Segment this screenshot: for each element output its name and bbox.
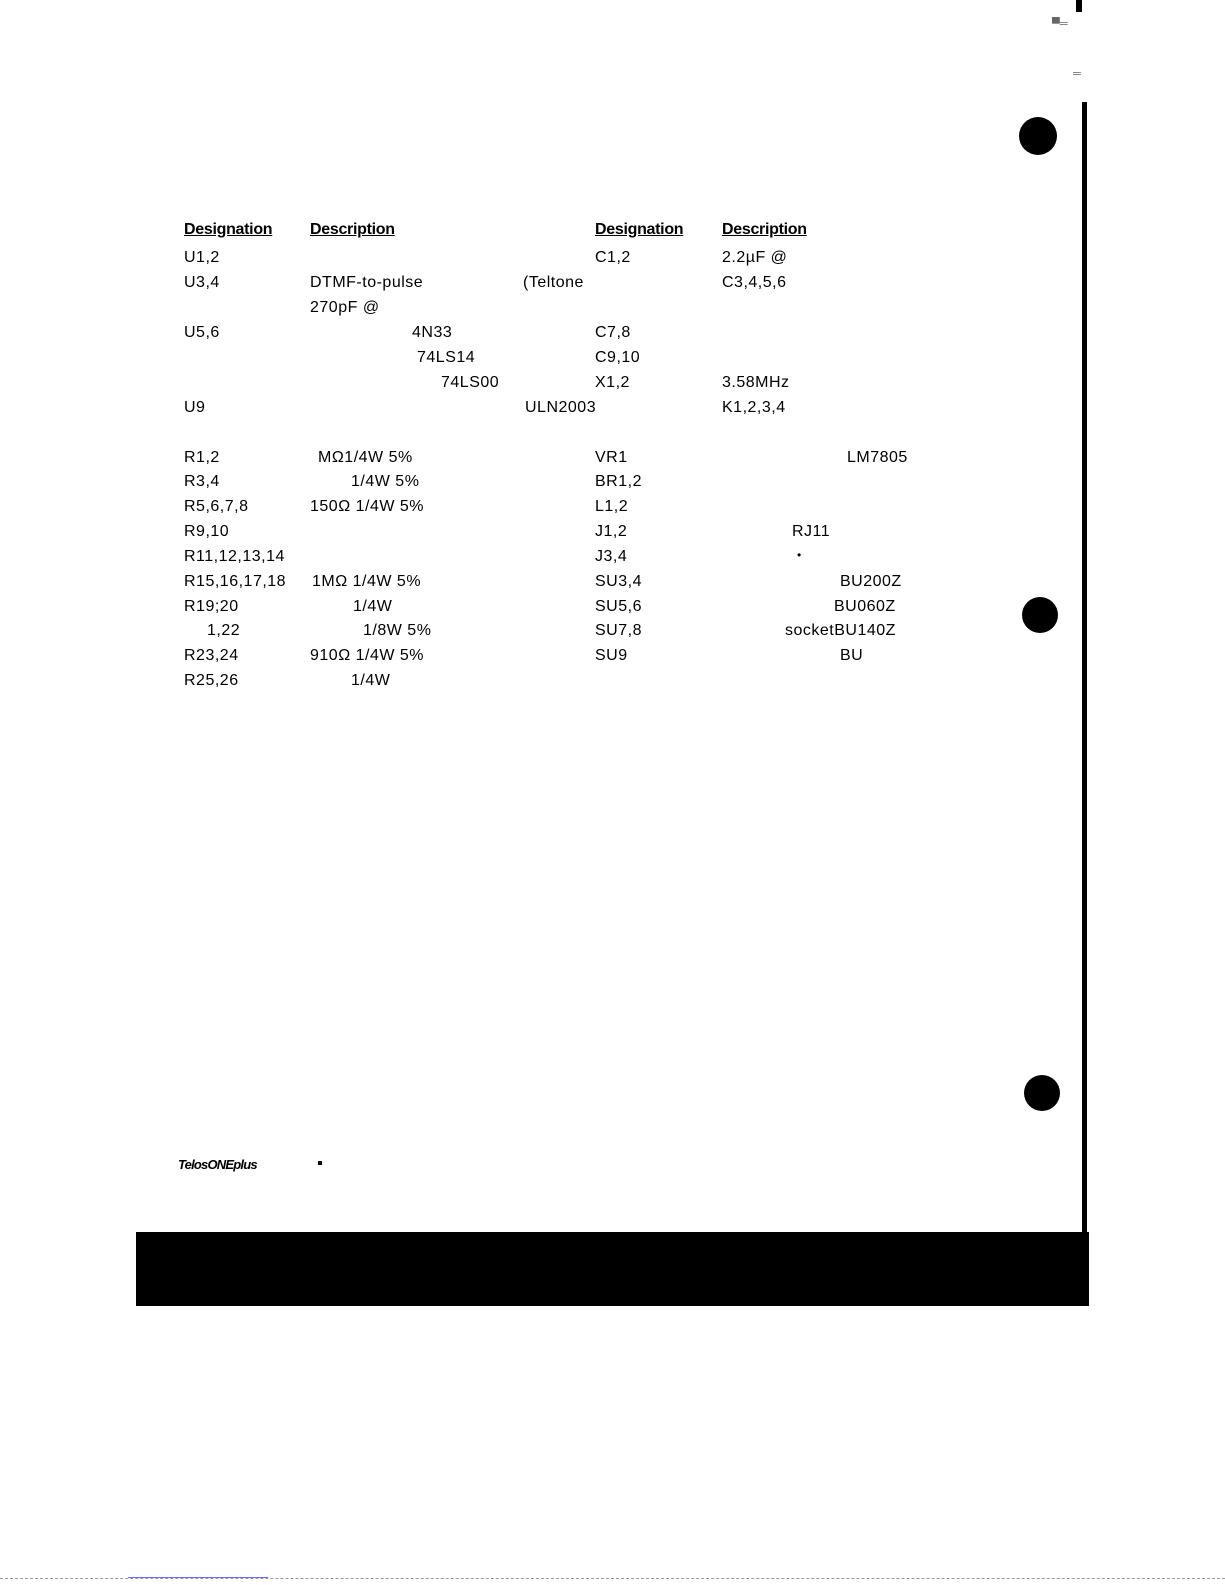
description-r3-4: 1/4W 5% bbox=[351, 473, 420, 490]
designation-l1-2: L1,2 bbox=[595, 498, 629, 515]
header-description-left: Description bbox=[310, 221, 395, 238]
designation-r23-24: R23,24 bbox=[184, 647, 239, 664]
description-su9: BU bbox=[840, 647, 864, 664]
designation-c3-6: C3,4,5,6 bbox=[722, 274, 787, 291]
designation-r1-2: R1,2 bbox=[184, 449, 220, 466]
description-teltone: (Teltone bbox=[523, 274, 584, 291]
designation-vr1: VR1 bbox=[595, 449, 628, 466]
designation-u3-4: U3,4 bbox=[184, 274, 220, 291]
designation-r3-4: R3,4 bbox=[184, 473, 220, 490]
description-r23-24: 910Ω 1/4W 5% bbox=[310, 647, 425, 664]
description-x1-2: 3.58MHz bbox=[722, 374, 790, 391]
header-designation-right: Designation bbox=[595, 221, 684, 238]
footer-product-name: TelosONEplus bbox=[178, 1157, 257, 1172]
scan-bottom-link-mark bbox=[128, 1577, 268, 1578]
designation-br1-2: BR1,2 bbox=[595, 473, 642, 490]
scan-bottom-edge bbox=[0, 1578, 1225, 1579]
description-r21-22: 1/8W 5% bbox=[363, 622, 432, 639]
page-edge-bar bbox=[1082, 102, 1087, 1232]
designation-j3-4: J3,4 bbox=[595, 548, 628, 565]
designation-u1-2: U1,2 bbox=[184, 249, 220, 266]
designation-u5-6: U5,6 bbox=[184, 324, 220, 341]
description-74ls14: 74LS14 bbox=[417, 349, 476, 366]
description-r5-8: 150Ω 1/4W 5% bbox=[310, 498, 425, 515]
description-j1-2: RJ11 bbox=[792, 523, 831, 540]
description-su3-4: BU200Z bbox=[840, 573, 902, 590]
designation-r25-26: R25,26 bbox=[184, 672, 239, 689]
designation-x1-2: X1,2 bbox=[595, 374, 630, 391]
designation-su7-8: SU7,8 bbox=[595, 622, 642, 639]
description-r25-26: 1/4W bbox=[351, 672, 391, 689]
designation-r19-20: R19;20 bbox=[184, 598, 239, 615]
designation-k1-4: K1,2,3,4 bbox=[722, 399, 786, 416]
scan-artifact: ▀═ bbox=[1052, 18, 1068, 30]
description-4n33: 4N33 bbox=[412, 324, 453, 341]
designation-r5-8: R5,6,7,8 bbox=[184, 498, 249, 515]
designation-r15-18: R15,16,17,18 bbox=[184, 573, 287, 590]
description-r1-2: MΩ1/4W 5% bbox=[318, 449, 413, 466]
punch-hole-top bbox=[1019, 117, 1057, 155]
scan-mark-top bbox=[1076, 0, 1082, 12]
footer-bullet bbox=[318, 1161, 322, 1165]
header-designation-left: Designation bbox=[184, 221, 273, 238]
footer-black-band bbox=[136, 1232, 1089, 1306]
designation-c7-8: C7,8 bbox=[595, 324, 631, 341]
description-r15-18: 1MΩ 1/4W 5% bbox=[312, 573, 422, 590]
designation-r21-22: 1,22 bbox=[207, 622, 241, 639]
scan-artifact-2: ═ bbox=[1073, 68, 1081, 80]
description-su5-6: BU060Z bbox=[834, 598, 896, 615]
designation-u9: U9 bbox=[184, 399, 206, 416]
description-j3-4: • bbox=[797, 548, 802, 562]
designation-c9-10: C9,10 bbox=[595, 349, 641, 366]
designation-r11-14: R11,12,13,14 bbox=[184, 548, 285, 565]
description-r19-20: 1/4W bbox=[353, 598, 393, 615]
punch-hole-middle bbox=[1022, 597, 1058, 633]
description-c1-2: 2.2µF @ bbox=[722, 249, 788, 266]
designation-r9-10: R9,10 bbox=[184, 523, 230, 540]
header-description-right: Description bbox=[722, 221, 807, 238]
description-270pf: 270pF @ bbox=[310, 299, 380, 316]
punch-hole-bottom bbox=[1024, 1075, 1060, 1111]
description-su7-8: socketBU140Z bbox=[785, 622, 896, 639]
designation-su9: SU9 bbox=[595, 647, 628, 664]
description-u3-4: DTMF-to-pulse bbox=[310, 274, 424, 291]
designation-su3-4: SU3,4 bbox=[595, 573, 642, 590]
description-vr1: LM7805 bbox=[847, 449, 908, 466]
designation-su5-6: SU5,6 bbox=[595, 598, 642, 615]
description-74ls00: 74LS00 bbox=[441, 374, 500, 391]
designation-c1-2: C1,2 bbox=[595, 249, 631, 266]
designation-j1-2: J1,2 bbox=[595, 523, 628, 540]
description-uln2003: ULN2003 bbox=[525, 399, 597, 416]
